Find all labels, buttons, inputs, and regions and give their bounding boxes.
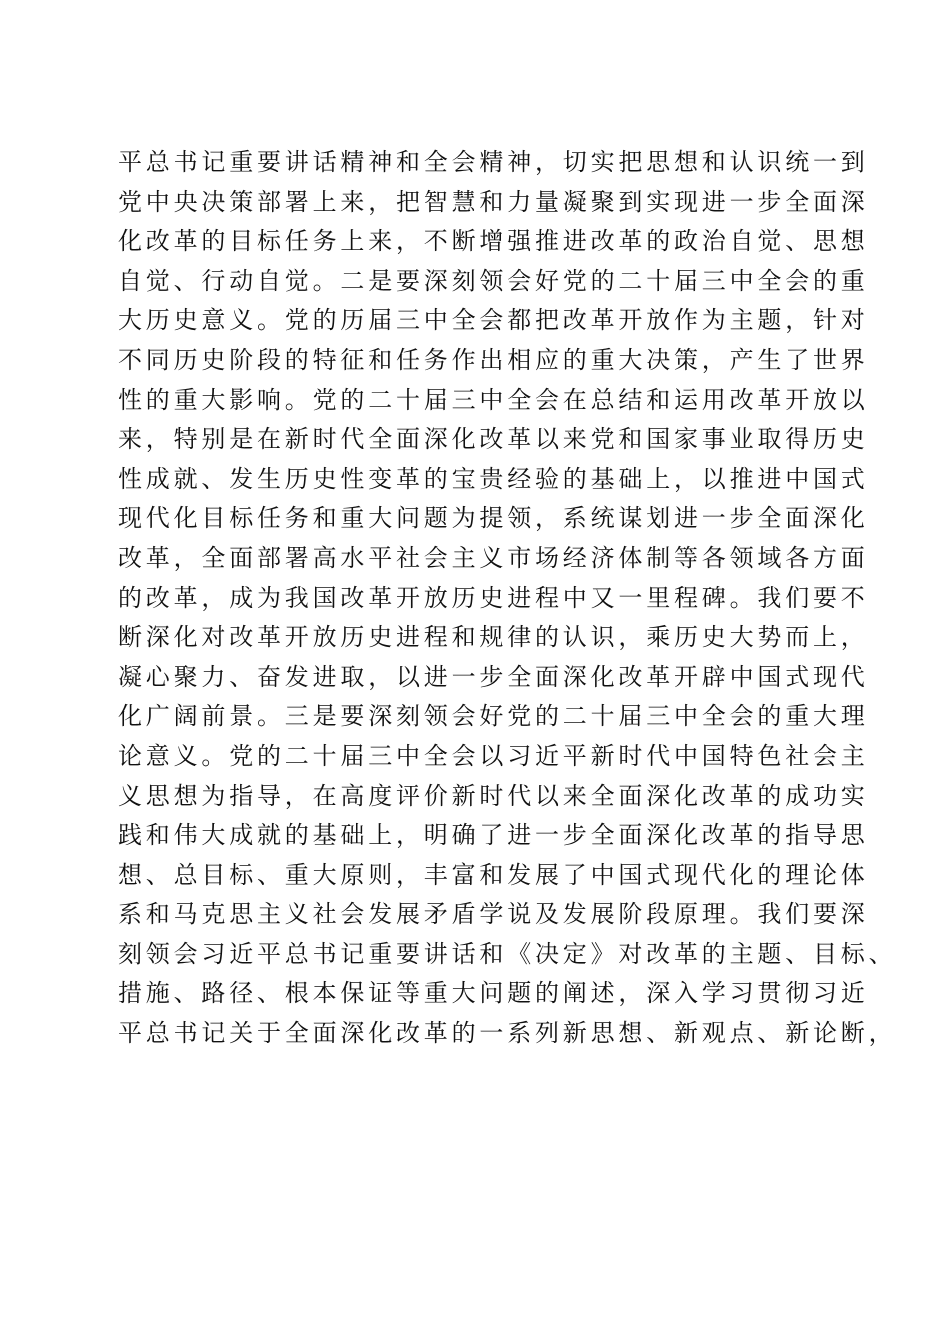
text-line: 践和伟大成就的基础上，明确了进一步全面深化改革的指导思: [118, 821, 869, 850]
text-line: 大历史意义。党的历届三中全会都把改革开放作为主题，针对: [118, 306, 869, 335]
text-line: 现代化目标任务和重大问题为提领，系统谋划进一步全面深化: [118, 504, 869, 533]
text-line: 化改革的目标任务上来，不断增强推进改革的政治自觉、思想: [118, 227, 869, 256]
body-paragraph: [118, 143, 897, 1054]
text-line: 凝心聚力、奋发进取，以进一步全面深化改革开辟中国式现代: [118, 662, 869, 691]
text-line: 义思想为指导，在高度评价新时代以来全面深化改革的成功实: [118, 781, 869, 810]
text-line: 自觉、行动自觉。二是要深刻领会好党的二十届三中全会的重: [118, 266, 869, 295]
text-line: 来，特别是在新时代全面深化改革以来党和国家事业取得历史: [118, 425, 869, 454]
text-line: 不同历史阶段的特征和任务作出相应的重大决策，产生了世界: [118, 345, 869, 374]
text-line: 刻领会习近平总书记重要讲话和《决定》对改革的主题、目标、: [118, 939, 897, 968]
text-line: 平总书记重要讲话精神和全会精神，切实把思想和认识统一到: [118, 148, 869, 176]
text-line: 化广阔前景。三是要深刻领会好党的二十届三中全会的重大理: [118, 702, 869, 731]
text-line: 党中央决策部署上来，把智慧和力量凝聚到实现进一步全面深: [118, 187, 869, 216]
text-line: 的改革，成为我国改革开放历史进程中又一里程碑。我们要不: [118, 583, 869, 612]
text-line: 论意义。党的二十届三中全会以习近平新时代中国特色社会主: [118, 741, 869, 770]
text-line: 措施、路径、根本保证等重大问题的阐述，深入学习贯彻习近: [118, 979, 869, 1008]
text-line: 断深化对改革开放历史进程和规律的认识，乘历史大势而上，: [118, 623, 869, 652]
text-line: 改革，全面部署高水平社会主义市场经济体制等各领域各方面: [118, 543, 869, 572]
text-line: 想、总目标、重大原则，丰富和发展了中国式现代化的理论体: [118, 860, 869, 889]
text-line: 系和马克思主义社会发展矛盾学说及发展阶段原理。我们要深: [118, 900, 869, 929]
text-line: 性成就、发生历史性变革的宝贵经验的基础上，以推进中国式: [118, 464, 869, 493]
text-line: 性的重大影响。党的二十届三中全会在总结和运用改革开放以: [118, 385, 869, 414]
text-line: 平总书记关于全面深化改革的一系列新思想、新观点、新论断，: [118, 1019, 897, 1048]
